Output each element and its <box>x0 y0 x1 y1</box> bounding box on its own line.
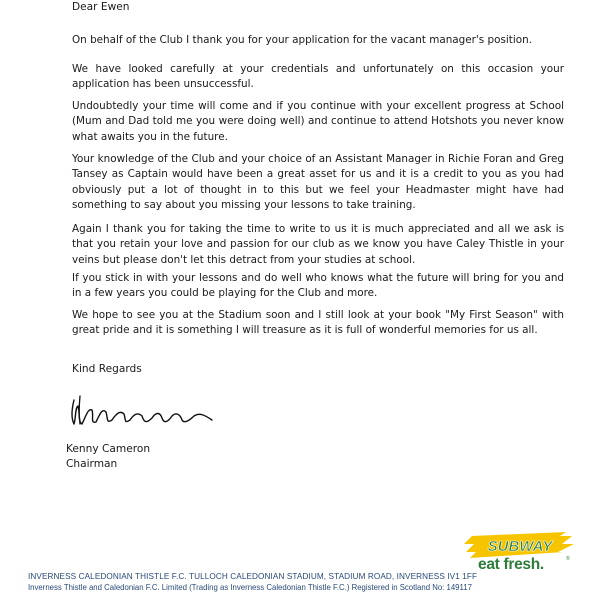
sponsor-tagline: eat fresh. <box>478 556 544 573</box>
signer-name: Kenny Cameron <box>66 443 151 455</box>
paragraph: Again I thank you for taking the time to write to us it is much appreciated and all we ask is that you retain your love and passion for our club as we know you have Caley Thistle in your veins but please don't let this detract from your studies at school. <box>72 223 564 266</box>
paragraph: Your knowledge of the Club and your choice of an Assistant Manager in Richie Foran and Greg Tansey as Captain would have been a great asset for us and it is a credit to you as you had obviously put a lot of thought in to this but we feel your Headmaster might have had something to say about you missing your lessons to take training. <box>72 153 564 211</box>
paragraph: We hope to see you at the Stadium soon and I still look at your book "My First Season" with great pride and it is something I will treasure as it is full of wonderful memories for us all. <box>72 309 564 337</box>
signer-role: Chairman <box>66 458 118 470</box>
paragraph: We have looked carefully at your credentials and unfortunately on this occasion your application has been unsuccessful. <box>72 63 564 91</box>
closing: Kind Regards <box>72 363 142 375</box>
paragraph: On behalf of the Club I thank you for your application for the vacant manager's position. <box>72 34 532 46</box>
signature-graphic <box>66 378 216 438</box>
paragraph: If you stick in with your lessons and do well who knows what the future will bring for you and in a few years you could be playing for the Club and more. <box>72 272 564 300</box>
paragraph: Undoubtedly your time will come and if you continue with your excellent progress at School (Mum and Dad told me you were doing well) and continue to attend Hotshots you never know what awaits you in the future. <box>72 100 564 143</box>
trademark-symbol: ® <box>566 556 570 562</box>
salutation: Dear Ewen <box>72 1 130 13</box>
subway-logo-text: SUBWAY <box>487 538 553 555</box>
footer-address: INVERNESS CALEDONIAN THISTLE F.C. TULLOCH CALEDONIAN STADIUM, STADIUM ROAD, INVERNESS IV1 1FF <box>28 572 478 581</box>
footer-registration: Inverness Thistle and Caledonian F.C. Limited (Trading as Inverness Caledonian Thistle F.C.) Registered in Scotland No: 149117 <box>28 583 472 592</box>
